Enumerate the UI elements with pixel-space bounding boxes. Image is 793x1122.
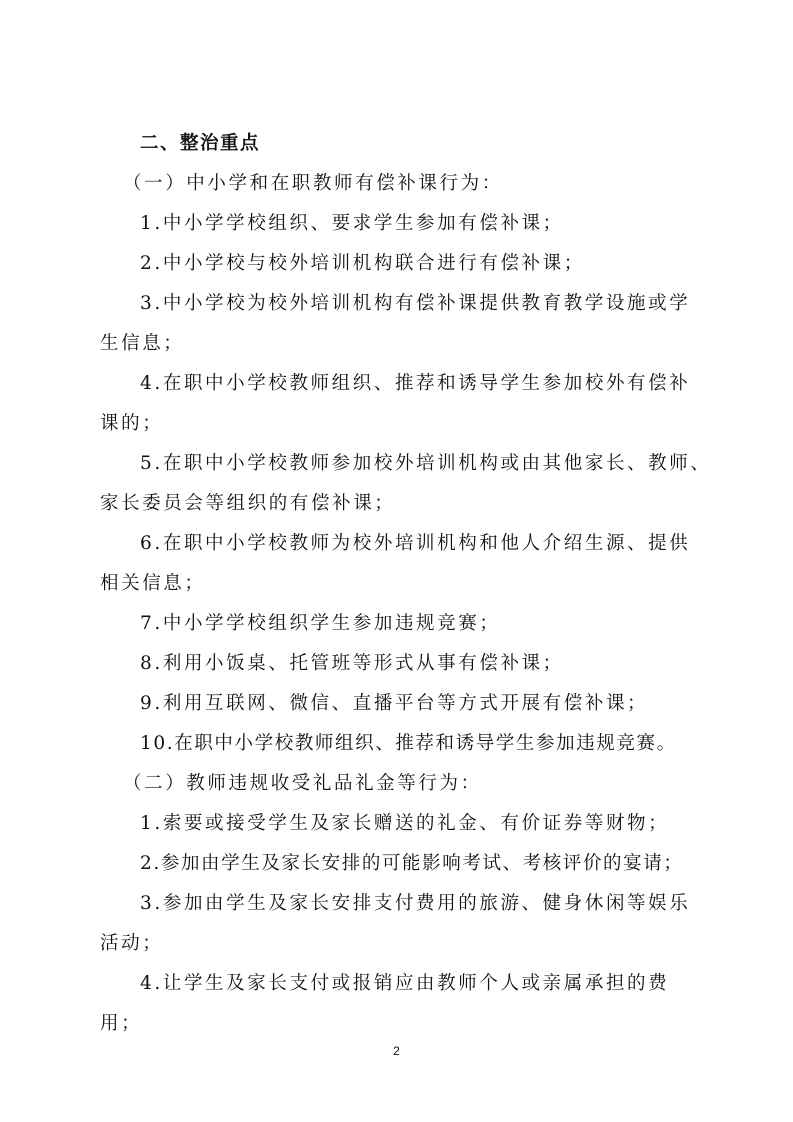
list-item: 10.在职中小学校教师组织、推荐和诱导学生参加违规竞赛。 (140, 733, 677, 754)
list-item: 9.利用互联网、微信、直播平台等方式开展有偿补课； (140, 693, 649, 714)
list-item: 3.参加由学生及家长安排支付费用的旅游、健身休闲等娱乐 (140, 893, 691, 914)
section-heading: 二、整治重点 (140, 133, 261, 154)
list-item: 8.利用小饭桌、托管班等形式从事有偿补课； (140, 653, 564, 674)
list-item-continuation: 家长委员会等组织的有偿补课； (100, 493, 396, 514)
list-item-continuation: 相关信息； (100, 573, 206, 594)
list-item: 1.中小学学校组织、要求学生参加有偿补课； (140, 213, 564, 234)
list-item: 4.在职中小学校教师组织、推荐和诱导学生参加校外有偿补 (140, 373, 691, 394)
list-item: 7.中小学学校组织学生参加违规竞赛； (140, 613, 501, 634)
subsection-title-1: （一）中小学和在职教师有偿补课行为： (123, 173, 503, 194)
list-item-continuation: 活动； (100, 933, 164, 954)
list-item: 4.让学生及家长支付或报销应由教师个人或亲属承担的费 (140, 973, 670, 994)
list-item-continuation: 课的； (100, 413, 164, 434)
page-number: 2 (393, 1044, 400, 1058)
list-item: 2.参加由学生及家长安排的可能影响考试、考核评价的宴请； (140, 853, 684, 874)
list-item: 5.在职中小学校教师参加校外培训机构或由其他家长、教师、 (140, 453, 712, 474)
subsection-title-2: （二）教师违规收受礼品礼金等行为： (123, 773, 482, 794)
list-item-continuation: 生信息； (100, 333, 185, 354)
list-item: 6.在职中小学校教师为校外培训机构和他人介绍生源、提供 (140, 533, 691, 554)
list-item: 2.中小学校与校外培训机构联合进行有偿补课； (140, 253, 585, 274)
list-item-continuation: 用； (100, 1013, 143, 1034)
list-item: 3.中小学校为校外培训机构有偿补课提供教育教学设施或学 (140, 293, 691, 314)
list-item: 1.索要或接受学生及家长赠送的礼金、有价证券等财物； (140, 813, 670, 834)
